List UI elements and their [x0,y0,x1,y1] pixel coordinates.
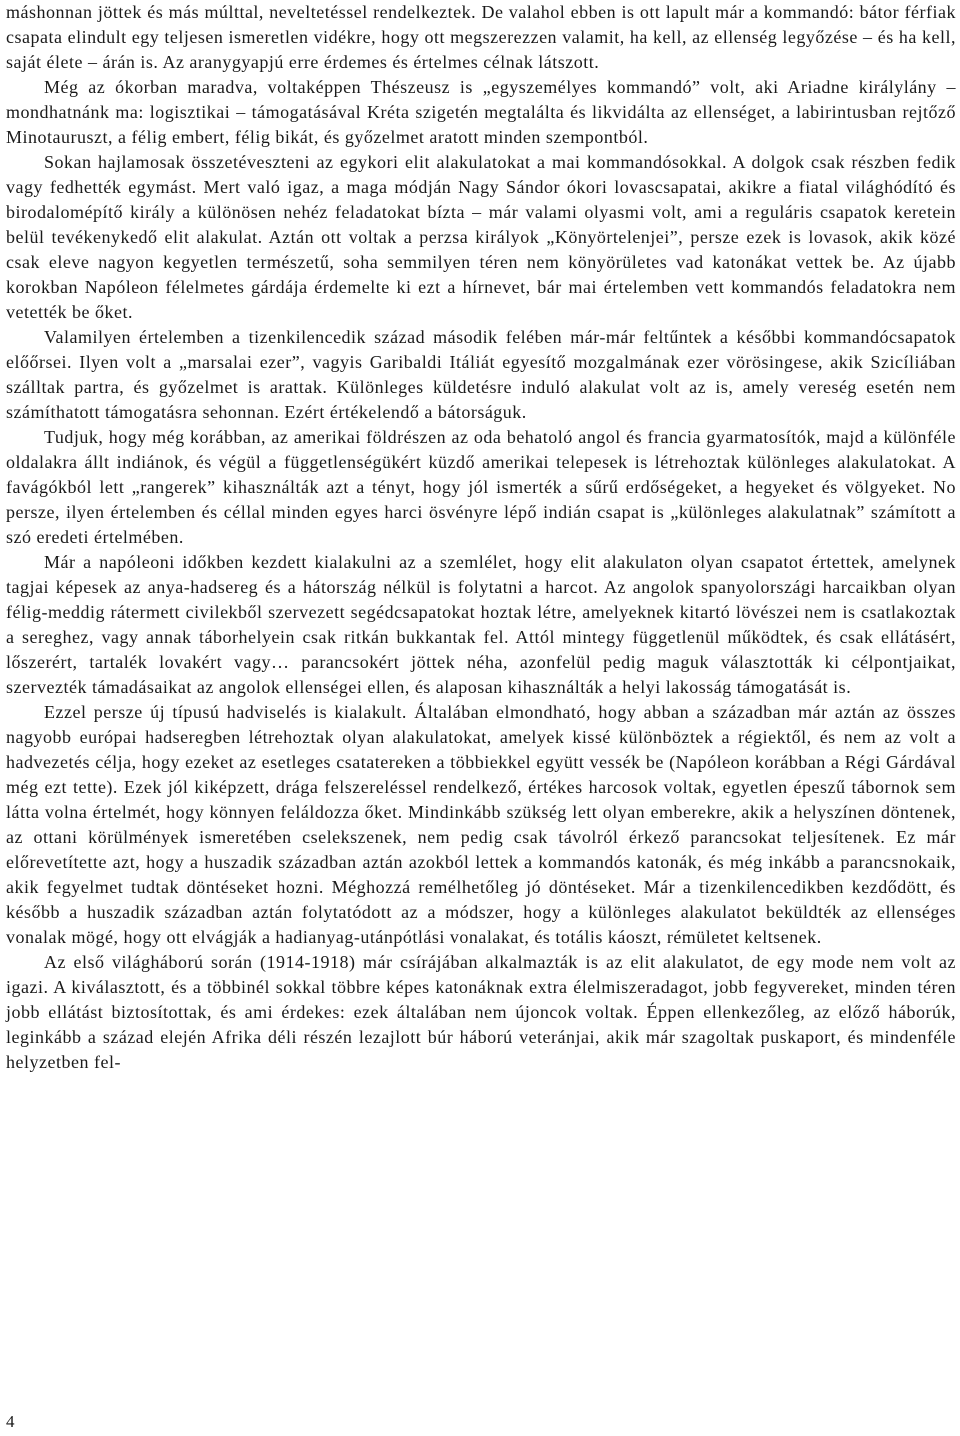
paragraph-7: Ezzel persze új típusú hadviselés is kialakult. Általában elmondható, hogy abban a században már aztán az összes nagyobb európai hadseregben létrehoztak olyan alakulatokat, amelyek kissé különböztek a régiektől, és nem az volt a hadvezetés célja, hogy ezeket az esetleges csatatereken a többiekkel együtt vessék be (Napóleon korábban a Régi Gárdával még ezt tette). Ezek jól kiképzett, drága felszereléssel rendelkező, értékes harcosok voltak, egyetlen épeszű tábornok sem látta volna értelmét, hogy könnyen feláldozza őket. Mindinkább szükség lett olyan emberekre, akik a helyszínen döntenek, az ottani körülmények ismeretében cselekszenek, nem pedig csak távolról érkező parancsokat teljesítenek. Ez már előrevetítette azt, hogy a huszadik században aztán azokból lettek a kommandós katonák, és még inkább a parancsnokaik, akik fegyelmet tudtak döntéseket hozni. Méghozzá remélhetőleg jó döntéseket. Már a tizenkilencedikben kezdődött, és később a huszadik században aztán folytatódott az a módszer, hogy a különleges alakulatot beküldték az ellenséges vonalak mögé, hogy ott elvágják a hadianyag-utánpótlási vonalakat, és totális káoszt, rémületet keltsenek. [6,702,956,947]
paragraph-3: Sokan hajlamosak összetéveszteni az egykori elit alakulatokat a mai kommandósokkal. A dolgok csak részben fedik vagy fedhették egymást. Mert való igaz, a maga módján Nagy Sándor ókori lovascsapatai, akikre a fiatal világhódító és birodalomépítő király a különösen nehéz feladatokat bízta – már valami olyasmi volt, ami a reguláris csapatok keretein belül tevékenykedő elit alakulat. Aztán ott voltak a perzsa királyok „Könyörtelenjei”, persze ezek is lovasok, akik közé csak eleve nagyon kegyetlen természetű, soha semmilyen téren nem könyörületes vad katonákat vettek be. Az újabb korokban Napóleon félelmetes gárdája érdemelte ki ezt a hírnevet, bár mai értelemben vett kommandós feladatokra nem vetették be őket. [6,152,956,322]
paragraph-1: máshonnan jöttek és más múlttal, neveltetéssel rendelkeztek. De valahol ebben is ott lapult már a kommandó: bátor férfiak csapata elindult egy teljesen ismeretlen vidékre, hogy ott megszerezzen valamit, ha kell, az ellenség legyőzése – és ha kell, saját élete – árán is. Az aranygyapjú erre érdemes és értelmes célnak látszott. [6,2,956,72]
paragraph-4: Valamilyen értelemben a tizenkilencedik század második felében már-már feltűntek a későbbi kommandócsapatok előőrsei. Ilyen volt a „marsalai ezer”, vagyis Garibaldi Itáliát egyesítő mozgalmának ezer vörösingese, akik Szicíliában szálltak partra, és győzelmet is arattak. Különleges küldetésre induló alakulat volt az is, amely vereség esetén nem számíthatott támogatásra sehonnan. Ezért értékelendő a bátorságuk. [6,327,956,422]
page-body [6,0,956,1075]
paragraph-2: Még az ókorban maradva, voltaképpen Thészeusz is „egyszemélyes kommandó” volt, aki Ariadne királylány – mondhatnánk ma: logisztikai – támogatásával Kréta szigetén megtalálta és likvidálta az ellenséget, a labirintusban rejtőző Minotauruszt, a félig embert, félig bikát, és győzelmet aratott minden szempontból. [6,77,956,147]
paragraph-8: Az első világháború során (1914-1918) már csírájában alkalmazták is az elit alakulatot, de egy mode nem volt az igazi. A kiválasztott, és a többinél sokkal többre képes katonáknak extra élelmiszeradagot, jobb fegyvereket, minden téren jobb ellátást biztosítottak, és ami érdekes: ezek általában nem újoncok voltak. Éppen ellenkezőleg, az előző háborúk, leginkább a század elején Afrika déli részén lezajlott búr háború veteránjai, akik már szagoltak puskaport, és mindenféle helyzetben fel- [6,952,956,1072]
page-number: 4 [6,1412,15,1431]
paragraph-5: Tudjuk, hogy még korábban, az amerikai földrészen az oda behatoló angol és francia gyarmatosítók, majd a különféle oldalakra állt indiánok, és végül a függetlenségükért küzdő amerikai telepesek is létrehoztak különleges alakulatokat. A favágókból lett „rangerek” kihasználták azt a tényt, hogy jól ismerték a sűrű erdőségeket, a hegyeket és völgyeket. No persze, ilyen értelemben és céllal minden egyes harci ösvényre lépő indián csapat is „különleges alakulatnak” számított a szó eredeti értelmében. [6,427,956,547]
paragraph-6: Már a napóleoni időkben kezdett kialakulni az a szemlélet, hogy elit alakulaton olyan csapatot értettek, amelynek tagjai képesek az anya-hadsereg és a hátország nélkül is folytatni a harcot. Az angolok spanyolországi harcaikban olyan félig-meddig rátermett civilekből szervezett segédcsapatokat hoztak létre, amelyeknek kitartó lövészei nem is csatlakoztak a sereghez, vagy annak táborhelyein csak ritkán bukkantak fel. Attól mintegy függetlenül működtek, és csak ellátásért, lőszerért, tartalék lovakért vagy… parancsokért jöttek néha, azonfelül pedig maguk választották ki célpontjaikat, szervezték támadásaikat az angolok ellenségei ellen, és alaposan kihasználták a helyi lakosság támogatását is. [6,552,956,697]
